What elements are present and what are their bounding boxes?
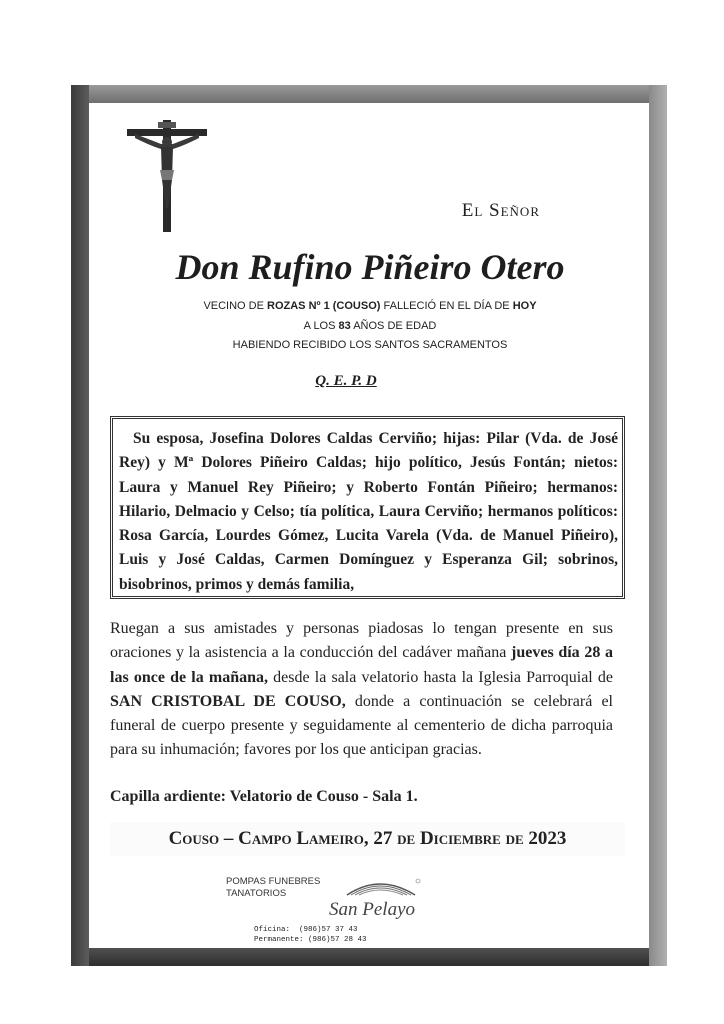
residence-line: VECINO DE ROZAS Nº 1 (COUSO) FALLECIÓ EN EL DÍA DE HOY bbox=[203, 300, 537, 312]
frame-left-border bbox=[71, 85, 89, 966]
office-phone-row: Oficina: (986)57 37 43 bbox=[254, 926, 358, 934]
title-prefix: El Señor bbox=[461, 200, 540, 221]
place-date-line: Couso – Campo Lameiro, 27 de Diciembre de 2023 bbox=[110, 822, 625, 856]
sacraments-line: HABIENDO RECIBIDO LOS SANTOS SACRAMENTOS bbox=[232, 339, 508, 351]
frame-right-border bbox=[649, 85, 667, 966]
funeral-home-line1: POMPAS FUNEBRES bbox=[226, 876, 321, 887]
funeral-home-label bbox=[226, 876, 320, 900]
family-box bbox=[110, 416, 625, 599]
deceased-name: Don Rufino Piñeiro Otero bbox=[175, 247, 565, 287]
frame-bottom-border bbox=[71, 948, 667, 966]
age-line: A LOS 83 AÑOS DE EDAD bbox=[303, 320, 437, 332]
chapel-line: Capilla ardiente: Velatorio de Couso - Sala 1. bbox=[110, 788, 418, 805]
funeral-home-logo-name: San Pelayo bbox=[329, 899, 416, 920]
family-text: Su esposa, Josefina Dolores Caldas Cerviño; hijas: Pilar (Vda. de José Rey) y Mª Dolores Piñeiro Caldas; hijo político, Jesús Fontán; nietos: Laura y Manuel Rey Piñeiro; y Roberto Fontán Piñeiro; hermanos: Hilario, Delmacio y Celso; tía política, Laura Cerviño; hermanos políticos: Rosa García, Lourdes Gómez, Lucita Varela (Vda. de Manuel Piñeiro), Luis y José Caldas, Carmen Domínguez y Esperanza Gil; sobrinos, bisobrinos, primos y demás familia, bbox=[119, 430, 618, 593]
crucifix-icon bbox=[127, 120, 207, 232]
request-paragraph: Ruegan a sus amistades y personas piadosas lo tengan presente en sus oraciones y la asistencia a la conducción del cadáver mañana jueves día 28 a las once de la mañana, desde la sala velatorio hasta la Iglesia Parroquial de SAN CRISTOBAL DE COUSO, donde a continuación se celebrará el funeral de cuerpo presente y seguidamente al cementerio de dicha parroquia para su inhumación; favores por los que anticipan gracias. bbox=[110, 620, 613, 759]
phone-numbers bbox=[254, 925, 367, 945]
funeral-home-line2: TANATORIOS bbox=[226, 888, 287, 899]
frame-top-border bbox=[71, 85, 667, 103]
qepd-label: Q. E. P. D bbox=[315, 373, 377, 389]
permanent-phone-row: Permanente: (986)57 28 43 bbox=[254, 936, 367, 944]
